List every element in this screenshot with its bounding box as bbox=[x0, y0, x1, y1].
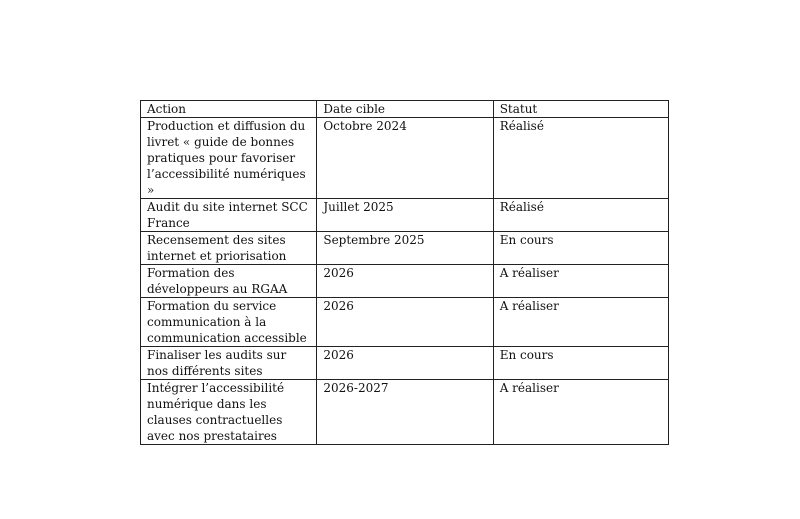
table-row bbox=[141, 298, 669, 347]
table-row bbox=[141, 265, 669, 298]
header-statut: Statut bbox=[493, 101, 668, 118]
action-cell: Finaliser les audits sur nos différents sites bbox=[141, 347, 317, 380]
status-cell: En cours bbox=[493, 232, 668, 265]
date-cell: 2026 bbox=[317, 347, 493, 380]
status-cell: Réalisé bbox=[493, 118, 668, 199]
status-cell: A réaliser bbox=[493, 265, 668, 298]
action-cell: Recensement des sites internet et priorisation bbox=[141, 232, 317, 265]
action-cell: Audit du site internet SCC France bbox=[141, 199, 317, 232]
table-row bbox=[141, 118, 669, 199]
status-cell: A réaliser bbox=[493, 380, 668, 445]
header-action: Action bbox=[141, 101, 317, 118]
date-cell: Juillet 2025 bbox=[317, 199, 493, 232]
table-row bbox=[141, 380, 669, 445]
table-header-row bbox=[141, 101, 669, 118]
date-cell: Octobre 2024 bbox=[317, 118, 493, 199]
table-row bbox=[141, 232, 669, 265]
date-cell: 2026-2027 bbox=[317, 380, 493, 445]
date-cell: Septembre 2025 bbox=[317, 232, 493, 265]
action-cell: Formation du service communication à la communication accessible bbox=[141, 298, 317, 347]
table-row bbox=[141, 347, 669, 380]
action-cell: Production et diffusion du livret « guide de bonnes pratiques pour favoriser l’accessibilité numériques » bbox=[141, 118, 317, 199]
table-row bbox=[141, 199, 669, 232]
status-cell: Réalisé bbox=[493, 199, 668, 232]
header-date-cible: Date cible bbox=[317, 101, 493, 118]
action-cell: Intégrer l’accessibilité numérique dans les clauses contractuelles avec nos prestataires bbox=[141, 380, 317, 445]
action-plan-table bbox=[140, 100, 669, 445]
date-cell: 2026 bbox=[317, 265, 493, 298]
status-cell: En cours bbox=[493, 347, 668, 380]
status-cell: A réaliser bbox=[493, 298, 668, 347]
action-cell: Formation des développeurs au RGAA bbox=[141, 265, 317, 298]
date-cell: 2026 bbox=[317, 298, 493, 347]
